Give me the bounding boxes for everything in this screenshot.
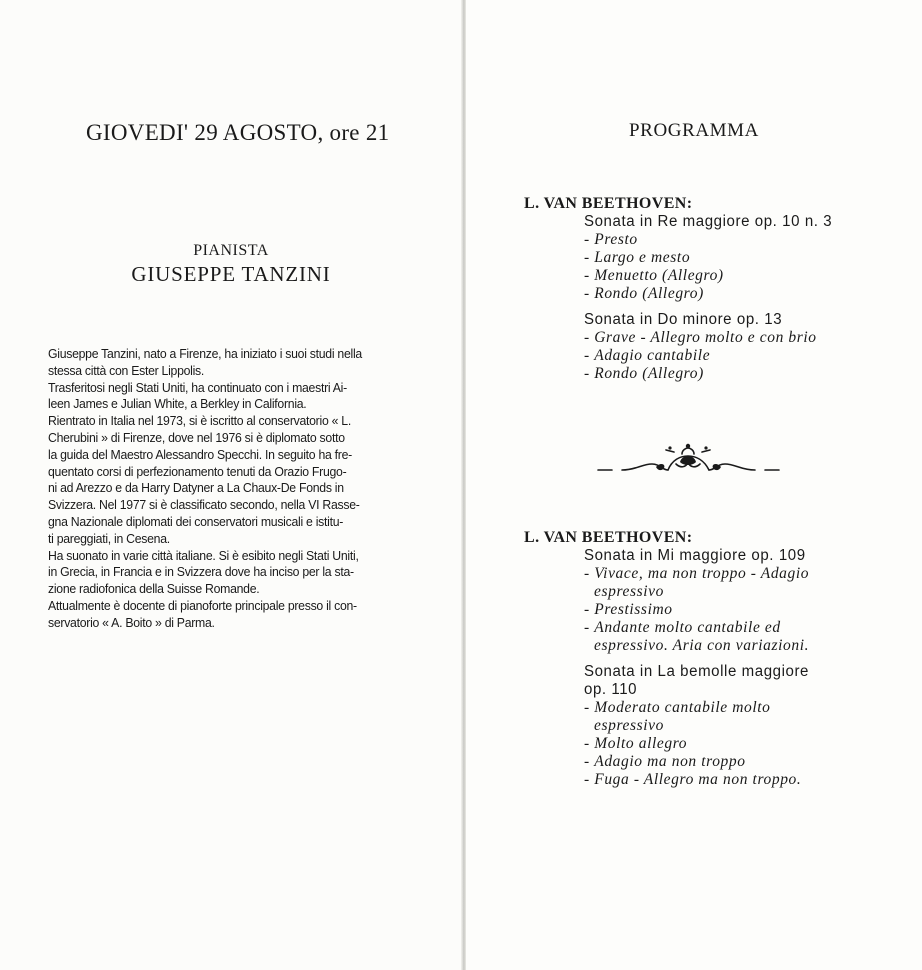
biography-line: la guida del Maestro Alessandro Specchi. In seguito ha fre- xyxy=(48,446,352,462)
movement-dash: - xyxy=(584,565,595,582)
biography-line: ni ad Arezzo e da Harry Datyner a La Chaux-De Fonds in xyxy=(48,480,344,496)
biography-line: stessa città con Ester Lippolis. xyxy=(48,362,205,378)
movement-dash: - xyxy=(584,699,595,716)
movement-item xyxy=(584,735,904,753)
movement-dash: - xyxy=(584,267,595,284)
work-spacer xyxy=(524,655,904,663)
performer-role: PIANISTA xyxy=(193,242,269,259)
movement-dash: - xyxy=(584,601,595,618)
biography-line: Svizzera. Nel 1977 si è classificato secondo, nella VI Rasse- xyxy=(48,497,360,513)
movement-dash: - xyxy=(584,753,595,770)
work-title: Sonata in Mi maggiore op. 109 xyxy=(584,547,806,564)
movement-text: Menuetto (Allegro) xyxy=(594,267,724,284)
movement-text: Grave - Allegro molto e con brio xyxy=(594,329,817,346)
movement-text: Adagio cantabile xyxy=(594,347,711,364)
biography-line: Cherubini » di Firenze, dove nel 1976 si è diplomato sotto xyxy=(48,429,345,445)
biography-line: Giuseppe Tanzini, nato a Firenze, ha iniziato i suoi studi nella xyxy=(48,346,362,361)
movement-item xyxy=(584,771,904,789)
biography-line: Ha suonato in varie città italiane. Si è esibito negli Stati Uniti, xyxy=(48,547,359,563)
decorative-scroll-divider-icon xyxy=(596,440,781,480)
program-section-1 xyxy=(524,194,904,383)
movement-item xyxy=(584,565,904,601)
movement-text: Rondo (Allegro) xyxy=(594,285,704,302)
movement-dash: - xyxy=(584,365,595,382)
performer-name: GIUSEPPE TANZINI xyxy=(131,262,331,286)
movement-text: Moderato cantabile molto xyxy=(594,699,771,716)
biography-line: zione radiofonica della Suisse Romande. xyxy=(48,581,260,597)
program-work xyxy=(584,311,904,383)
movement-dash: - xyxy=(584,285,595,302)
biography-line: in Grecia, in Francia e in Svizzera dove ha inciso per la sta- xyxy=(48,564,354,580)
movement-item xyxy=(584,285,904,303)
program-title: PROGRAMMA xyxy=(629,120,759,141)
movement-text: Vivace, ma non troppo - Adagio xyxy=(594,565,810,582)
biography-line: ti pareggiati, in Cesena. xyxy=(48,530,170,546)
movement-text: Fuga - Allegro ma non troppo. xyxy=(594,771,802,788)
work-title: Sonata in Re maggiore op. 10 n. 3 xyxy=(584,213,833,230)
movement-dash: - xyxy=(584,231,595,248)
movement-text: Molto allegro xyxy=(594,735,688,752)
biography-line: leen James e Julian White, a Berkley in California. xyxy=(48,396,307,412)
movement-text: Andante molto cantabile ed xyxy=(594,619,781,636)
movement-text: Prestissimo xyxy=(594,601,673,618)
work-title: op. 110 xyxy=(584,681,638,698)
biography-line: gna Nazionale diplomati dei conservatori musicali e istitu- xyxy=(48,513,344,529)
movement-text: Largo e mesto xyxy=(594,249,691,266)
movement-item xyxy=(584,231,904,249)
work-title: Sonata in Do minore op. 13 xyxy=(584,311,783,328)
biography-line: servatorio « A. Boito » di Parma. xyxy=(48,614,215,630)
movement-item xyxy=(584,699,904,735)
movement-text: Rondo (Allegro) xyxy=(594,365,704,382)
movement-text: Presto xyxy=(594,231,638,248)
composer-name: L. VAN BEETHOVEN: xyxy=(524,529,693,546)
movement-dash: - xyxy=(584,329,595,346)
movement-item xyxy=(584,365,904,383)
movement-dash: - xyxy=(584,249,595,266)
biography-line: Rientrato in Italia nel 1973, si è iscritto al conservatorio « L. xyxy=(48,413,351,429)
movement-item xyxy=(584,753,904,771)
performer-biography xyxy=(48,346,375,632)
composer-name: L. VAN BEETHOVEN: xyxy=(524,195,693,212)
program-work xyxy=(584,213,904,303)
program-work xyxy=(584,547,904,655)
movement-dash: - xyxy=(584,619,595,636)
concert-date-title: GIOVEDI' 29 AGOSTO, ore 21 xyxy=(86,120,390,145)
movement-item xyxy=(584,601,904,619)
program-section-2 xyxy=(524,528,904,789)
movement-dash: - xyxy=(584,347,595,364)
right-page xyxy=(466,0,922,970)
movement-dash: - xyxy=(584,735,595,752)
biography-line: Attualmente è docente di pianoforte principale presso il con- xyxy=(48,597,357,613)
movement-item xyxy=(584,619,904,655)
movement-dash: - xyxy=(584,771,595,788)
program-work xyxy=(584,663,904,789)
work-title: Sonata in La bemolle maggiore xyxy=(584,663,810,680)
movement-item xyxy=(584,347,904,365)
movement-text: espressivo xyxy=(594,717,664,734)
movement-item xyxy=(584,267,904,285)
movement-text: espressivo xyxy=(594,583,664,600)
biography-line: quentato corsi di perfezionamento tenuti da Orazio Frugo- xyxy=(48,463,347,479)
work-spacer xyxy=(524,303,904,311)
biography-line: Trasferitosi negli Stati Uniti, ha continuato con i maestri Ai- xyxy=(48,379,347,395)
movement-item xyxy=(584,249,904,267)
movement-item xyxy=(584,329,904,347)
movement-text: Adagio ma non troppo xyxy=(594,753,746,770)
movement-text: espressivo. Aria con variazioni. xyxy=(594,637,810,654)
